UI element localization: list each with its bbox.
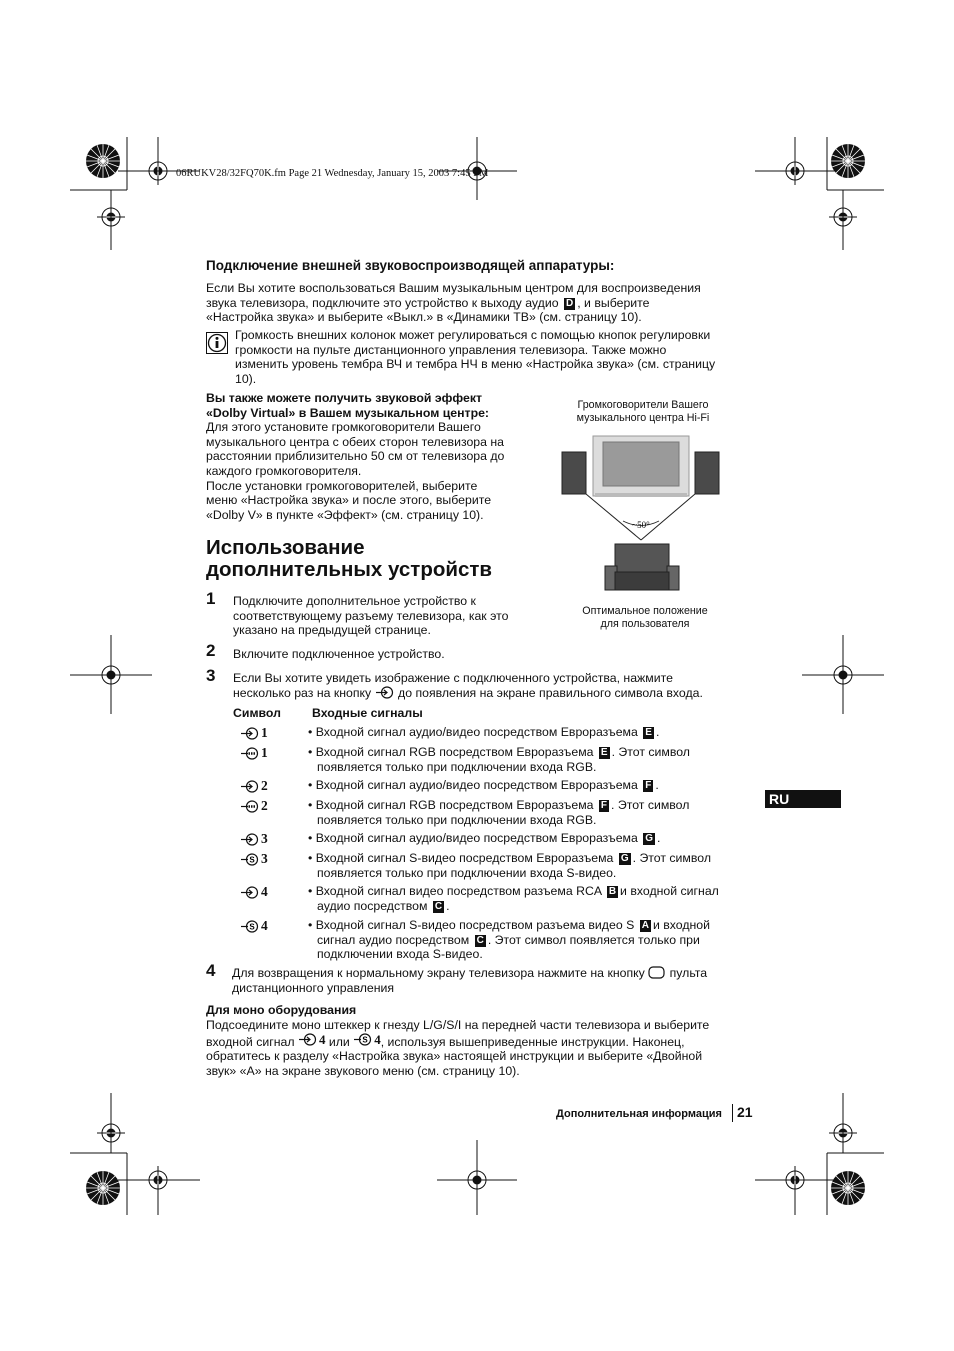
s-video-input-icon bbox=[240, 853, 260, 866]
av-input-icon bbox=[240, 886, 260, 899]
angle-label: ~50° bbox=[632, 520, 650, 530]
step-number-3: 3 bbox=[206, 666, 216, 685]
table-symbol: 2 bbox=[240, 778, 268, 794]
s-video-input-icon bbox=[240, 920, 260, 933]
step-number-1: 1 bbox=[206, 589, 216, 608]
table-row: • Входной сигнал видео посредством разъема RCA B и входной сигнал аудио посредством C . bbox=[308, 884, 719, 913]
note-text: Громкость внешних колонок может регулироваться с помощью кнопок регулировки громкости на пульте дистанционного управления телевизора. Также можно изменить уровень тембра ВЧ и тембра НЧ в меню «Настройка звука» (см. страницу 10). bbox=[235, 328, 716, 386]
table-symbol: S 3 bbox=[240, 851, 268, 867]
mono-paragraph: Подсоедините моно штеккер к гнезду L/G/S/I на передней части телевизора и выберите входной сигнал 4 или S 4 , используя вышеприведенные инструкции. Наконец, обратитесь к разделу «Настройка звука» настоящей инструкции и выберите «Двойной звук» «А» на экране звукового меню (см. страницу 10). bbox=[206, 1018, 710, 1078]
file-info-header: 06RUKV28/32FQ70K.fm Page 21 Wednesday, January 15, 2003 7:45 PM bbox=[176, 168, 489, 179]
av-input-icon bbox=[240, 780, 260, 793]
mono-heading: Для моно оборудования bbox=[206, 1003, 357, 1017]
step-number-4: 4 bbox=[206, 961, 216, 980]
s-video-input-icon bbox=[353, 1033, 373, 1046]
table-symbol: 1 bbox=[240, 725, 268, 741]
connector-label-box: E bbox=[645, 727, 652, 738]
armchair bbox=[605, 544, 679, 590]
section-title-devices: Использование дополнительных устройств bbox=[206, 536, 493, 581]
table-header-signals: Входные сигналы bbox=[312, 706, 423, 720]
connector-label-box: G bbox=[620, 853, 629, 864]
tv-set bbox=[593, 436, 689, 497]
table-row: • Входной сигнал аудио/видео посредством Евроразъема F . bbox=[308, 778, 659, 792]
table-symbol: S 4 bbox=[240, 918, 268, 934]
step-3-text: Если Вы хотите увидеть изображение с подключенного устройства, нажмите несколько раз на кнопку до появления на экране правильного символа входа. bbox=[233, 671, 703, 700]
table-row: • Входной сигнал аудио/видео посредством Евроразъема E . bbox=[308, 725, 660, 739]
left-speaker bbox=[562, 452, 586, 494]
footer-section-title: Дополнительная информация bbox=[556, 1108, 722, 1120]
svg-text:S: S bbox=[362, 1035, 368, 1045]
rgb-input-icon bbox=[240, 800, 260, 813]
av-input-icon bbox=[240, 727, 260, 740]
step-number-2: 2 bbox=[206, 641, 216, 660]
dolby-paragraph: Вы также можете получить звуковой эффект «Dolby Virtual» в Вашем музыкальном центре: Для этого установите громкоговорители Вашего музыкального центра с обеих сторон телевизора на расстоянии приблизительно 50 см от телевизора до каждого громкоговорителя. После установки громкоговорителей, выберите меню «Настройка звука» и после этого, выберите «Dolby V» в пункте «Эффект» (см. страницу 10). bbox=[206, 391, 505, 522]
connector-label-box: B bbox=[608, 886, 617, 897]
connector-label-box: F bbox=[645, 780, 652, 791]
table-header-symbol: Символ bbox=[233, 706, 281, 720]
footer-divider bbox=[732, 1104, 733, 1122]
connector-label-box: G bbox=[645, 833, 654, 844]
step-2-text: Включите подключенное устройство. bbox=[233, 647, 445, 661]
figure-bottom-caption: Оптимальное положение для пользователя bbox=[582, 605, 708, 630]
step-1-text: Подключите дополнительное устройство к соответствующему разъему телевизора, как это указано на предыдущей странице. bbox=[233, 594, 509, 638]
speaker-placement-diagram bbox=[555, 430, 730, 600]
connector-label-box: A bbox=[641, 920, 649, 931]
table-row: • Входной сигнал RGB посредством Евроразъема E . Этот символ появляется только при подключении входа RGB. bbox=[308, 745, 690, 774]
table-symbol: 2 bbox=[240, 798, 268, 814]
connector-label-box: C bbox=[434, 900, 443, 912]
info-icon bbox=[206, 332, 228, 354]
figure-top-caption: Громкоговорители Вашего музыкального центра Hi-Fi bbox=[576, 399, 710, 424]
rgb-input-icon bbox=[240, 747, 260, 760]
section-heading-audio: Подключение внешней звуковоспроизводящей аппаратуры: bbox=[206, 258, 615, 273]
table-symbol: 3 bbox=[240, 831, 268, 847]
table-row: • Входной сигнал S-видео посредством разъема видео S A и входной сигнал аудио посредством C . Этот символ появляется только при подключении входа S-видео. bbox=[308, 918, 711, 962]
language-tab: RU bbox=[765, 790, 841, 808]
table-symbol: 4 bbox=[240, 884, 268, 900]
connector-label-box: D bbox=[565, 297, 574, 309]
table-row: • Входной сигнал аудио/видео посредством Евроразъема G . bbox=[308, 831, 661, 845]
av-input-icon bbox=[298, 1033, 318, 1046]
svg-text:S: S bbox=[249, 922, 255, 931]
table-row: • Входной сигнал S-видео посредством Евроразъема G . Этот символ появляется только при подключении входа S-видео. bbox=[308, 851, 712, 880]
connector-label-box: C bbox=[476, 934, 484, 946]
right-speaker bbox=[695, 452, 719, 494]
table-symbol: 1 bbox=[240, 745, 268, 761]
page-number: 21 bbox=[737, 1104, 753, 1120]
paragraph-audio: Если Вы хотите воспользоваться Вашим музыкальным центром для воспроизведения звука телевизора, подключите это устройство к выходу аудио D , и выберите «Настройка звука» и выберите «Выкл.» в «Динамики ТВ» (см. страницу 10). bbox=[206, 281, 701, 325]
step-4-text: Для возвращения к нормальному экрану телевизора нажмите на кнопку пульта дистанционного управления bbox=[232, 966, 708, 995]
svg-text:S: S bbox=[249, 855, 255, 864]
input-select-button-icon bbox=[375, 686, 395, 699]
table-row: • Входной сигнал RGB посредством Евроразъема F . Этот символ появляется только при подключении входа RGB. bbox=[308, 798, 690, 827]
connector-label-box: E bbox=[600, 747, 608, 758]
tv-return-button-icon bbox=[648, 966, 666, 979]
connector-label-box: F bbox=[600, 800, 608, 811]
av-input-icon bbox=[240, 833, 260, 846]
